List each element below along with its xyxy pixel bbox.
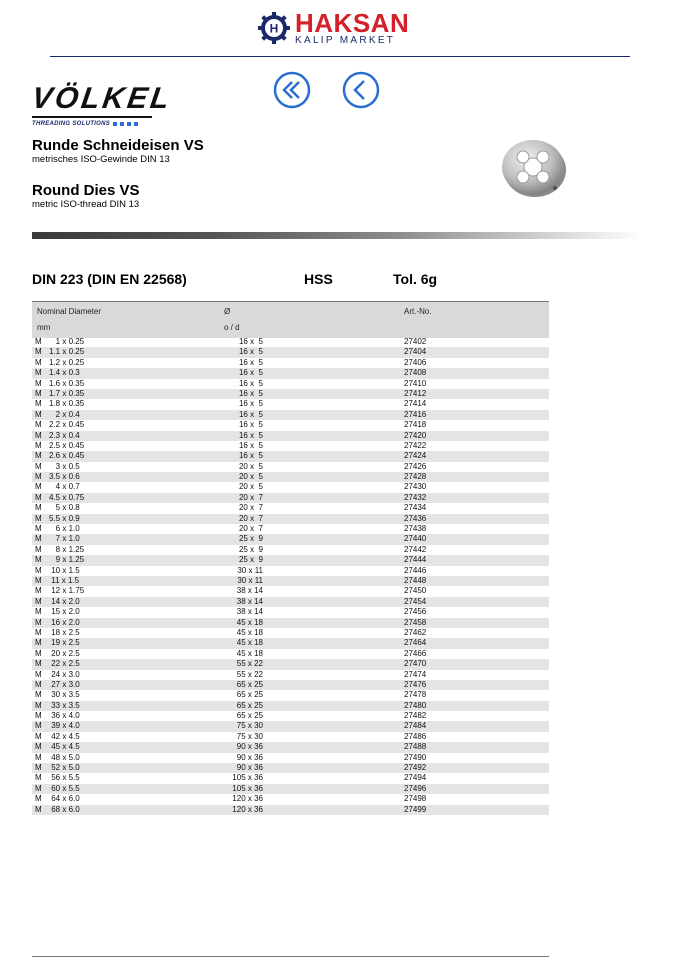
nominal-size: 2.5 x 0.45 <box>49 440 85 450</box>
article-number: 27480 <box>404 700 427 710</box>
thread-prefix: M <box>35 524 42 534</box>
previous-page-button[interactable] <box>341 70 381 110</box>
nominal-size: 5.5 x 0.9 <box>49 513 80 523</box>
thread-prefix: M <box>35 669 42 679</box>
die-dimensions: 20 x 5 <box>238 472 263 482</box>
thread-prefix: M <box>35 337 42 346</box>
die-dimensions: 120 x 36 <box>232 804 263 814</box>
thread-prefix: M <box>35 451 42 461</box>
die-dimensions: 105 x 36 <box>232 773 263 783</box>
nominal-size: 56 x 5.5 <box>49 773 80 783</box>
volkel-logo <box>29 82 175 127</box>
article-number: 27430 <box>404 482 427 492</box>
vendor-underline <box>32 116 152 118</box>
die-dimensions: 38 x 14 <box>236 607 263 617</box>
article-number: 27456 <box>404 607 427 617</box>
table-row <box>32 721 549 731</box>
title-english: Round Dies VS <box>32 182 140 199</box>
article-number: 27422 <box>404 440 427 450</box>
thread-prefix: M <box>35 440 42 450</box>
die-dimensions: 75 x 30 <box>236 731 263 741</box>
article-number: 27426 <box>404 461 427 471</box>
thread-prefix: M <box>35 742 42 752</box>
header-divider <box>50 56 630 57</box>
die-dimensions: 16 x 5 <box>238 368 263 378</box>
article-number: 27476 <box>404 679 427 689</box>
die-dimensions: 16 x 5 <box>238 357 263 367</box>
article-number: 27406 <box>404 357 427 367</box>
table-row <box>32 399 549 409</box>
article-number: 27446 <box>404 565 427 575</box>
table-row <box>32 586 549 596</box>
article-number: 27490 <box>404 752 427 762</box>
thread-prefix: M <box>35 575 42 585</box>
thread-prefix: M <box>35 586 42 596</box>
thread-prefix: M <box>35 773 42 783</box>
table-body <box>32 337 549 815</box>
thread-prefix: M <box>35 409 42 419</box>
table-row <box>32 462 549 472</box>
table-row <box>32 711 549 721</box>
article-number: 27448 <box>404 575 427 585</box>
article-number: 27424 <box>404 451 427 461</box>
table-row <box>32 410 549 420</box>
nominal-size: 1.8 x 0.35 <box>49 399 85 409</box>
article-number: 27404 <box>404 347 427 357</box>
table-row <box>32 607 549 617</box>
table-row <box>32 451 549 461</box>
table-row <box>32 763 549 773</box>
table-row <box>32 628 549 638</box>
nominal-size: 19 x 2.5 <box>49 638 80 648</box>
nominal-size: 45 x 4.5 <box>49 742 80 752</box>
nominal-size: 1 x 0.25 <box>49 337 85 346</box>
thread-prefix: M <box>35 638 42 648</box>
thread-prefix: M <box>35 679 42 689</box>
die-dimensions: 20 x 7 <box>238 524 263 534</box>
article-number: 27464 <box>404 638 427 648</box>
tagline-square <box>113 122 117 126</box>
die-dimensions: 20 x 7 <box>238 492 263 502</box>
table-row <box>32 337 549 347</box>
table-bottom-rule <box>32 956 549 957</box>
header-diameter-unit: o / d <box>224 323 240 332</box>
title-german: Runde Schneideisen VS <box>32 137 204 154</box>
table-row <box>32 690 549 700</box>
thread-prefix: M <box>35 430 42 440</box>
die-dimensions: 45 x 18 <box>236 617 263 627</box>
table-row <box>32 566 549 576</box>
article-number: 27462 <box>404 627 427 637</box>
nominal-size: 6 x 1.0 <box>49 524 80 534</box>
table-row <box>32 431 549 441</box>
die-dimensions: 65 x 25 <box>236 711 263 721</box>
die-dimensions: 30 x 11 <box>237 565 263 575</box>
article-number: 27416 <box>404 409 427 419</box>
table-row <box>32 805 549 815</box>
table-row <box>32 659 549 669</box>
nominal-size: 33 x 3.5 <box>49 700 80 710</box>
table-row <box>32 379 549 389</box>
table-row <box>32 670 549 680</box>
round-die-image <box>499 136 569 200</box>
table-row <box>32 649 549 659</box>
thread-prefix: M <box>35 368 42 378</box>
nominal-size: 64 x 6.0 <box>49 794 80 804</box>
thread-prefix: M <box>35 731 42 741</box>
table-row <box>32 358 549 368</box>
die-dimensions: 16 x 5 <box>238 430 263 440</box>
nominal-size: 3.5 x 0.6 <box>49 472 80 482</box>
table-row <box>32 503 549 513</box>
die-dimensions: 30 x 11 <box>237 575 263 585</box>
article-number: 27458 <box>404 617 427 627</box>
article-number: 27418 <box>404 420 427 430</box>
nominal-size: 2.6 x 0.45 <box>49 451 85 461</box>
die-dimensions: 90 x 36 <box>236 742 263 752</box>
nominal-size: 4.5 x 0.75 <box>49 492 85 502</box>
die-dimensions: 16 x 5 <box>238 399 263 409</box>
tagline-square <box>127 122 131 126</box>
die-dimensions: 16 x 5 <box>238 347 263 357</box>
nominal-size: 11 x 1.5 <box>49 575 80 585</box>
article-number: 27482 <box>404 711 427 721</box>
nominal-size: 2 x 0.4 <box>49 409 80 419</box>
nominal-size: 27 x 3.0 <box>49 679 80 689</box>
nominal-size: 48 x 5.0 <box>49 752 80 762</box>
brand-subtitle: KALIP MARKET <box>295 34 396 46</box>
nominal-size: 1.2 x 0.25 <box>49 357 85 367</box>
die-dimensions: 75 x 30 <box>236 721 263 731</box>
subtitle-english: metric ISO-thread DIN 13 <box>32 199 140 210</box>
die-dimensions: 16 x 5 <box>238 337 263 346</box>
vendor-tagline-row <box>32 121 162 127</box>
nominal-size: 36 x 4.0 <box>49 711 80 721</box>
nominal-size: 1.7 x 0.35 <box>49 388 85 398</box>
standard-din: DIN 223 (DIN EN 22568) <box>32 271 187 287</box>
thread-prefix: M <box>35 534 42 544</box>
die-dimensions: 16 x 5 <box>238 451 263 461</box>
thread-prefix: M <box>35 794 42 804</box>
article-number: 27492 <box>404 763 427 773</box>
nominal-size: 1.1 x 0.25 <box>49 347 85 357</box>
nominal-size: 10 x 1.5 <box>49 565 80 575</box>
nominal-size: 42 x 4.5 <box>49 731 80 741</box>
nominal-size: 1.6 x 0.35 <box>49 378 85 388</box>
table-row <box>32 732 549 742</box>
table-row <box>32 576 549 586</box>
table-row <box>32 493 549 503</box>
table-row <box>32 618 549 628</box>
article-number: 27434 <box>404 503 427 513</box>
nominal-size: 15 x 2.0 <box>49 607 80 617</box>
thread-prefix: M <box>35 711 42 721</box>
die-dimensions: 16 x 5 <box>238 409 263 419</box>
haksan-logo[interactable] <box>257 8 409 48</box>
die-dimensions: 65 x 25 <box>236 690 263 700</box>
thread-prefix: M <box>35 513 42 523</box>
table-row <box>32 545 549 555</box>
article-number: 27420 <box>404 430 427 440</box>
table-row <box>32 472 549 482</box>
table-row <box>32 680 549 690</box>
chevron-left-icon <box>341 70 381 110</box>
table-row <box>32 420 549 430</box>
thread-prefix: M <box>35 399 42 409</box>
die-dimensions: 20 x 5 <box>238 461 263 471</box>
die-dimensions: 55 x 22 <box>236 659 263 669</box>
article-number: 27498 <box>404 794 427 804</box>
header-diameter: Ø <box>224 307 231 316</box>
thread-prefix: M <box>35 555 42 565</box>
material-label: HSS <box>304 271 333 287</box>
article-number: 27436 <box>404 513 427 523</box>
die-dimensions: 20 x 5 <box>238 482 263 492</box>
die-dimensions: 65 x 25 <box>236 679 263 689</box>
thread-prefix: M <box>35 482 42 492</box>
die-dimensions: 45 x 18 <box>236 627 263 637</box>
thread-prefix: M <box>35 565 42 575</box>
nominal-size: 7 x 1.0 <box>49 534 80 544</box>
table-row <box>32 482 549 492</box>
thread-prefix: M <box>35 357 42 367</box>
thread-prefix: M <box>35 659 42 669</box>
table-row <box>32 555 549 565</box>
table-row <box>32 389 549 399</box>
section-divider-bar <box>32 232 642 239</box>
header-article-number: Art.-No. <box>404 307 432 316</box>
nominal-size: 3 x 0.5 <box>49 461 80 471</box>
article-number: 27412 <box>404 388 427 398</box>
nominal-size: 9 x 1.25 <box>49 555 85 565</box>
article-number: 27410 <box>404 378 427 388</box>
brand-name: HAKSAN <box>295 7 410 38</box>
nominal-size: 20 x 2.5 <box>49 648 80 658</box>
thread-prefix: M <box>35 627 42 637</box>
table-row <box>32 773 549 783</box>
table-row <box>32 638 549 648</box>
nominal-size: 5 x 0.8 <box>49 503 80 513</box>
article-number: 27484 <box>404 721 427 731</box>
thread-prefix: M <box>35 596 42 606</box>
thread-prefix: M <box>35 461 42 471</box>
article-number: 27488 <box>404 742 427 752</box>
thread-prefix: M <box>35 607 42 617</box>
die-dimensions: 90 x 36 <box>236 763 263 773</box>
article-number: 27408 <box>404 368 427 378</box>
die-dimensions: 16 x 5 <box>238 420 263 430</box>
nominal-size: 68 x 6.0 <box>49 804 80 814</box>
article-number: 27466 <box>404 648 427 658</box>
nominal-size: 2.2 x 0.45 <box>49 420 85 430</box>
vendor-name: VÖLKEL <box>29 82 175 115</box>
thread-prefix: M <box>35 472 42 482</box>
die-dimensions: 65 x 25 <box>236 700 263 710</box>
thread-prefix: M <box>35 378 42 388</box>
thread-prefix: M <box>35 752 42 762</box>
nominal-size: 1.4 x 0.3 <box>49 368 80 378</box>
die-dimensions: 38 x 14 <box>236 596 263 606</box>
thread-prefix: M <box>35 648 42 658</box>
thread-prefix: M <box>35 804 42 814</box>
die-dimensions: 25 x 9 <box>238 544 263 554</box>
article-number: 27432 <box>404 492 427 502</box>
table-row <box>32 347 549 357</box>
die-dimensions: 45 x 18 <box>236 638 263 648</box>
article-number: 27478 <box>404 690 427 700</box>
tolerance-label: Tol. 6g <box>393 271 438 287</box>
die-dimensions: 20 x 7 <box>238 513 263 523</box>
article-number: 27438 <box>404 524 427 534</box>
table-row <box>32 742 549 752</box>
nominal-size: 12 x 1.75 <box>49 586 85 596</box>
table-row <box>32 784 549 794</box>
thread-prefix: M <box>35 763 42 773</box>
table-row <box>32 368 549 378</box>
article-number: 27442 <box>404 544 427 554</box>
thread-prefix: M <box>35 700 42 710</box>
table-header <box>32 301 549 338</box>
die-dimensions: 55 x 22 <box>236 669 263 679</box>
article-number: 27444 <box>404 555 427 565</box>
header-nominal-unit: mm <box>37 323 51 332</box>
nominal-size: 8 x 1.25 <box>49 544 85 554</box>
thread-prefix: M <box>35 617 42 627</box>
nominal-size: 14 x 2.0 <box>49 596 80 606</box>
thread-prefix: M <box>35 347 42 357</box>
thread-prefix: M <box>35 544 42 554</box>
die-dimensions: 120 x 36 <box>232 794 263 804</box>
tagline-square <box>120 122 124 126</box>
nominal-size: 60 x 5.5 <box>49 783 80 793</box>
subtitle-german: metrisches ISO-Gewinde DIN 13 <box>32 154 170 165</box>
thread-prefix: M <box>35 388 42 398</box>
die-dimensions: 25 x 9 <box>238 534 263 544</box>
article-number: 27454 <box>404 596 427 606</box>
nominal-size: 22 x 2.5 <box>49 659 80 669</box>
table-row <box>32 534 549 544</box>
article-number: 27496 <box>404 783 427 793</box>
nominal-size: 4 x 0.7 <box>49 482 80 492</box>
die-dimensions: 38 x 14 <box>236 586 263 596</box>
die-dimensions: 16 x 5 <box>238 388 263 398</box>
nominal-size: 2.3 x 0.4 <box>49 430 80 440</box>
die-dimensions: 20 x 7 <box>238 503 263 513</box>
nominal-size: 18 x 2.5 <box>49 627 80 637</box>
nominal-size: 16 x 2.0 <box>49 617 80 627</box>
thread-prefix: M <box>35 783 42 793</box>
table-row <box>32 524 549 534</box>
table-row <box>32 597 549 607</box>
article-number: 27494 <box>404 773 427 783</box>
tagline-square <box>134 122 138 126</box>
table-row <box>32 701 549 711</box>
die-dimensions: 105 x 36 <box>232 783 263 793</box>
thread-prefix: M <box>35 503 42 513</box>
header-nominal: Nominal Diameter <box>37 307 102 316</box>
gear-letter: H <box>269 21 279 36</box>
article-number: 27414 <box>404 399 427 409</box>
thread-prefix: M <box>35 492 42 502</box>
article-number: 27402 <box>404 337 427 346</box>
die-dimensions: 45 x 18 <box>236 648 263 658</box>
article-number: 27474 <box>404 669 427 679</box>
nominal-size: 24 x 3.0 <box>49 669 80 679</box>
die-dimensions: 25 x 9 <box>238 555 263 565</box>
nominal-size: 52 x 5.0 <box>49 763 80 773</box>
thread-prefix: M <box>35 721 42 731</box>
first-page-button[interactable] <box>272 70 312 110</box>
table-row <box>32 753 549 763</box>
nominal-size: 30 x 3.5 <box>49 690 80 700</box>
article-number: 27440 <box>404 534 427 544</box>
die-dimensions: 16 x 5 <box>238 378 263 388</box>
die-dimensions: 16 x 5 <box>238 440 263 450</box>
table-row <box>32 794 549 804</box>
double-chevron-left-icon <box>272 70 312 110</box>
article-number: 27450 <box>404 586 427 596</box>
nominal-size: 39 x 4.0 <box>49 721 80 731</box>
thread-prefix: M <box>35 690 42 700</box>
gear-icon <box>257 11 291 45</box>
article-number: 27470 <box>404 659 427 669</box>
vendor-tagline: THREADING SOLUTIONS <box>32 121 111 127</box>
table-row <box>32 514 549 524</box>
article-number: 27499 <box>404 804 427 814</box>
article-number: 27428 <box>404 472 427 482</box>
article-number: 27486 <box>404 731 427 741</box>
thread-prefix: M <box>35 420 42 430</box>
table-row <box>32 441 549 451</box>
die-dimensions: 90 x 36 <box>236 752 263 762</box>
